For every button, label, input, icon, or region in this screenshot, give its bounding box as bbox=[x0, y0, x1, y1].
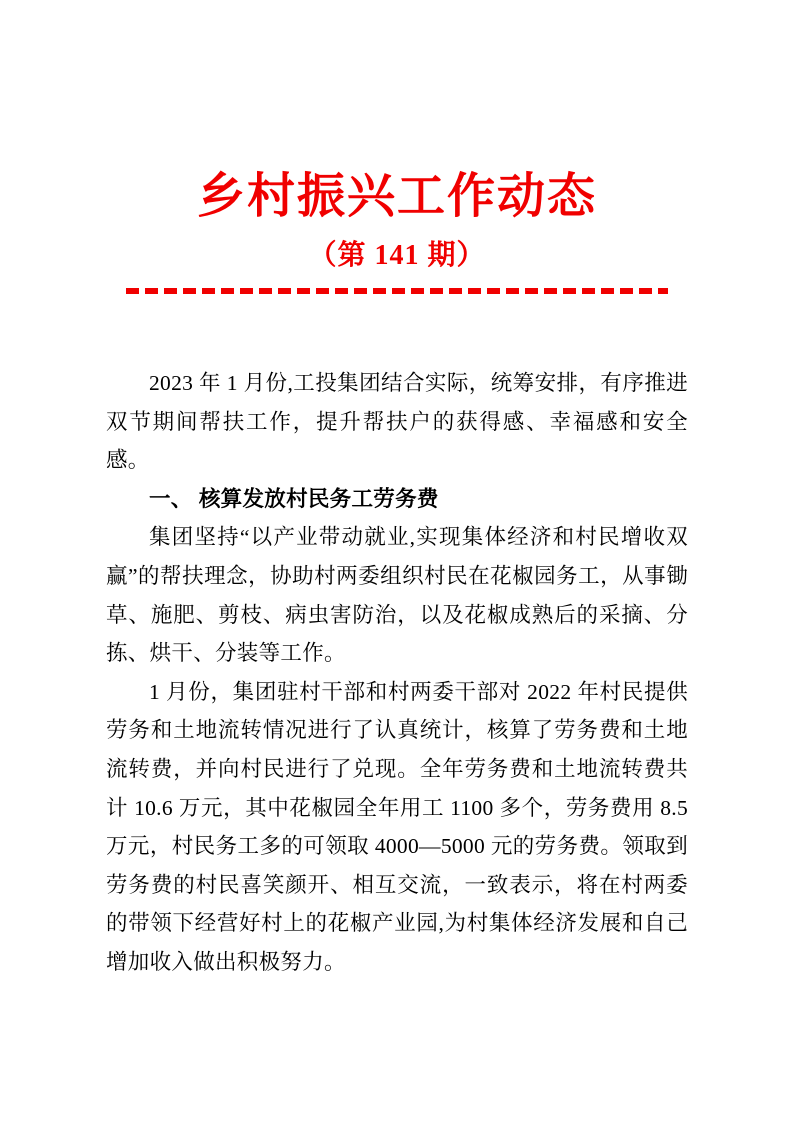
masthead bbox=[106, 168, 688, 294]
newsletter-title: 乡村振兴工作动态 bbox=[196, 170, 597, 223]
section-heading-labor-fees: 一、 核算发放村民务工劳务费 bbox=[149, 486, 439, 511]
red-dashed-divider bbox=[126, 288, 668, 294]
paragraph-pepper-garden-work: 集团坚持“以产业带动就业,实现集体经济和村民增收双赢”的帮扶理念，协助村两委组织村民在花椒园务工，从事锄草、施肥、剪枝、病虫害防治，以及花椒成熟后的采摘、分拣、烘干、分装等工作。 bbox=[106, 525, 688, 666]
document-body bbox=[106, 364, 688, 982]
paragraph-fee-settlement: 1 月份，集团驻村干部和村两委干部对 2022 年村民提供劳务和土地流转情况进行了认真统计，核算了劳务费和土地流转费，并向村民进行了兑现。全年劳务费和土地流转费共计 10.6 万元，其中花椒园全年用工 1100 多个，劳务费用 8.5 万元，村民务工多的可领取 4000—5000 元的劳务费。领取到劳务费的村民喜笑颜开、相互交流，一致表示，将在村两委的带领下经营好村上的花椒产业园,为村集体经济发展和自己增加收入做出积极努力。 bbox=[106, 679, 688, 974]
paragraph-intro: 2023 年 1 月份,工投集团结合实际，统筹安排，有序推进双节期间帮扶工作，提升帮扶户的获得感、幸福感和安全感。 bbox=[106, 371, 688, 473]
issue-number: （第 141 期） bbox=[308, 240, 486, 271]
